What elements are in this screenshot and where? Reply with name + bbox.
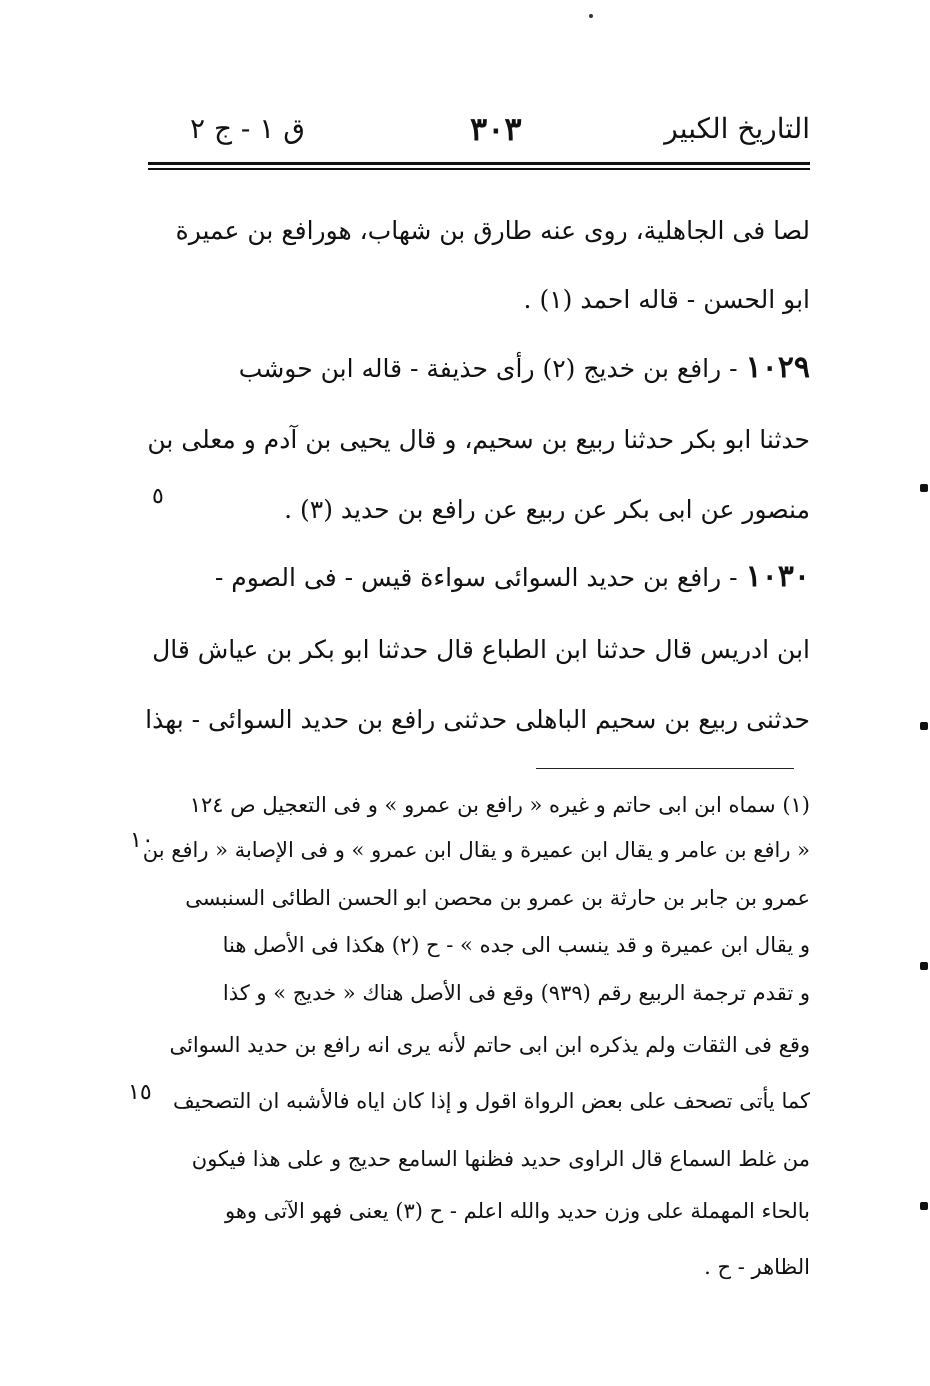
text-line: ابن ادريس قال حدثنا ابن الطباع قال حدثنا ابو بكر بن عياش قال xyxy=(152,635,810,664)
footnote-line: بالحاء المهملة على وزن حديد والله اعلم - ح (٣) يعنى فهو الآتى وهو xyxy=(224,1199,810,1223)
text-line: ابو الحسن - قاله احمد (١) . xyxy=(523,285,810,314)
speck-dot xyxy=(589,14,593,18)
margin-mark xyxy=(920,484,928,492)
entry-line xyxy=(190,559,810,594)
page-number: ٣٠٣ xyxy=(470,110,522,148)
margin-mark xyxy=(920,1202,928,1210)
entry-line xyxy=(190,350,810,385)
footnote-separator xyxy=(536,768,794,769)
text-line: حدثنى ربيع بن سحيم الباهلى حدثنى رافع بن حديد السوائى - بهذا xyxy=(145,705,810,734)
entry-text: - رافع بن حديد السوائى سواءة قيس - فى الصوم - xyxy=(214,563,746,592)
entry-number: ١٠٢٩ xyxy=(745,350,810,385)
line-number-10: ١٠ xyxy=(130,828,154,853)
entry-number: ١٠٣٠ xyxy=(745,559,810,594)
footnote-line: عمرو بن جابر بن حارثة بن عمرو بن محصن ابو الحسن الطائى السنبسى xyxy=(185,886,810,910)
page-header xyxy=(150,112,810,158)
footnote-line: الظاهر - ح . xyxy=(704,1255,810,1279)
text-line: حدثنا ابو بكر حدثنا ربيع بن سحيم، و قال يحيى بن آدم و معلى بن xyxy=(147,425,810,454)
margin-mark xyxy=(920,722,928,730)
text-line: منصور عن ابى بكر عن ربيع عن رافع بن حديد (٣) . xyxy=(284,495,810,524)
header-rule-thin xyxy=(148,168,810,170)
footnote-line: وقع فى الثقات ولم يذكره ابن ابى حاتم لأنه يرى انه رافع بن حديد السوائى xyxy=(169,1033,810,1057)
footnote-line: « رافع بن عامر و يقال ابن عميرة و يقال ابن عمرو » و فى الإصابة « رافع بن xyxy=(142,838,810,862)
entry-text: - رافع بن خديج (٢) رأى حذيفة - قاله ابن حوشب xyxy=(238,354,746,383)
margin-mark xyxy=(920,962,928,970)
footnote-line: و تقدم ترجمة الربيع رقم (٩٣٩) وقع فى الأصل هناك « خديج » و كذا xyxy=(222,981,810,1005)
line-number-15: ١٥ xyxy=(128,1080,152,1105)
footnote-line: و يقال ابن عميرة و قد ينسب الى جده » - ح (٢) هكذا فى الأصل هنا xyxy=(222,933,810,957)
footnote-line: من غلط السماع قال الراوى حديد فظنها السامع حديج و على هذا فيكون xyxy=(191,1147,810,1171)
book-title: التاريخ الكبير xyxy=(664,112,810,145)
footnote-line: (١) سماه ابن ابى حاتم و غيره « رافع بن عمرو » و فى التعجيل ص ١٢٤ xyxy=(189,793,810,817)
volume-indicator: ق ١ - ج ٢ xyxy=(190,112,305,145)
header-rule-thick xyxy=(148,162,810,165)
line-number-5: ٥ xyxy=(152,484,164,509)
footnote-line: كما يأتى تصحف على بعض الرواة اقول و إذا كان اياه فالأشبه ان التصحيف xyxy=(172,1089,810,1113)
text-line: لصا فى الجاهلية، روى عنه طارق بن شهاب، هورافع بن عميرة xyxy=(175,216,810,245)
